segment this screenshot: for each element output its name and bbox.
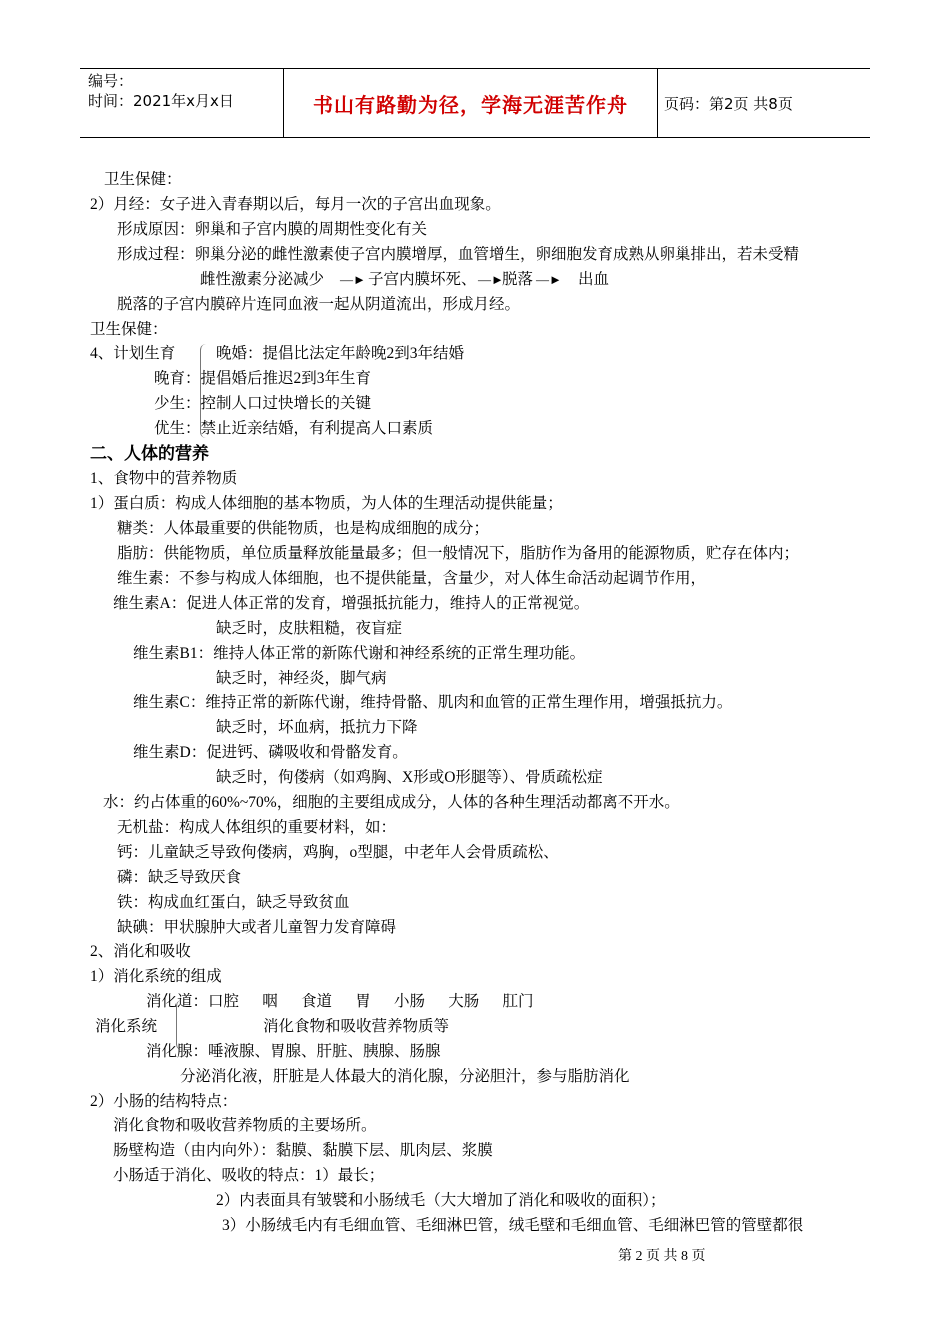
text-line: 小肠适于消化、吸收的特点：1）最长； [113,1167,385,1184]
arrow-icon: —► [340,272,366,287]
document-header [80,68,870,138]
header-motto: 书山有路勤为径，学海无涯苦作舟 [313,92,628,117]
text-line: 1、食物中的营养物质 [90,470,238,487]
text-line: 钙：儿童缺乏导致佝偻病，鸡胸，o型腿，中老年人会骨质疏松、 [117,844,559,861]
text-line: 消化食物和吸收营养物质的主要场所。 [113,1117,377,1134]
arrow-icon: —► [478,272,504,287]
text-line: 形成过程：卵巢分泌的雌性激素使子宫内膜增厚，血管增生，卵细胞发育成熟从卵巢排出，若未受精 [117,246,800,263]
text-line: 晚婚：提倡比法定年龄晚2到3年结婚 [216,345,465,362]
text-line: 2）内表面具有皱襞和小肠绒毛（大大增加了消化和吸收的面积）； [216,1192,666,1209]
section-heading: 二、人体的营养 [90,444,209,464]
text-line: 消化腺：唾液腺、胃腺、肝脏、胰腺、肠腺 [146,1043,441,1060]
header-page-info: 页码：第2页 共8页 [664,94,793,113]
text-line: 维生素A：促进人体正常的发育，增强抵抗能力，维持人的正常视觉。 [113,595,590,612]
text-line: 子宫内膜坏死、 [368,271,477,288]
header-time-label: 时间：2021年x月x日 [88,92,234,110]
text-line: 缺乏时，皮肤粗糙，夜盲症 [216,620,403,637]
text-line: 维生素B1：维持人体正常的新陈代谢和神经系统的正常生理功能。 [133,645,586,662]
text-line: 缺乏时，佝偻病（如鸡胸、X形或O形腿等）、骨质疏松症 [216,769,603,786]
text-line: 形成原因：卵巢和子宫内膜的周期性变化有关 [117,221,428,238]
text-line: 1）消化系统的组成 [90,968,222,985]
text-line: 维生素C：维持正常的新陈代谢，维持骨骼、肌肉和血管的正常生理作用，增强抵抗力。 [133,694,733,711]
text-line: 缺乏时，坏血病，抵抗力下降 [216,719,418,736]
text-line: 晚育：提倡婚后推迟2到3年生育 [154,370,372,387]
text-line: 脱落的子宫内膜碎片连同血液一起从阴道流出，形成月经。 [117,296,521,313]
text-line: 糖类：人体最重要的供能物质，也是构成细胞的成分； [117,520,490,537]
text-line: 少生：控制人口过快增长的关键 [154,395,372,412]
text-line: 脂肪：供能物质，单位质量释放能量最多；但一般情况下，脂肪作为备用的能源物质，贮存在体内； [117,545,800,562]
text-line: 缺碘：甲状腺肿大或者儿童智力发育障碍 [117,919,397,936]
text-line: 磷：缺乏导致厌食 [117,869,242,886]
text-line: 消化食物和吸收营养物质等 [263,1018,450,1035]
text-line: 卫生保健： [90,321,168,338]
text-line: 缺乏时，神经炎，脚气病 [216,670,387,687]
header-id-label: 编号： [88,72,134,90]
header-meta [80,69,284,137]
page-footer: 第 2 页 共 8 页 [618,1249,706,1264]
header-motto-cell [284,69,658,137]
text-line: 卫生保健： [104,171,182,188]
text-line: 分泌消化液，肝脏是人体最大的消化腺，分泌胆汁，参与脂肪消化 [180,1068,630,1085]
text-line: 肠壁构造（由内向外）：黏膜、黏膜下层、肌肉层、浆膜 [113,1142,493,1159]
text-line: 消化系统 [95,1018,158,1035]
text-line: 2、消化和吸收 [90,943,191,960]
arrow-icon: —► [536,272,562,287]
text-line: 3）小肠绒毛内有毛细血管、毛细淋巴管，绒毛壁和毛细血管、毛细淋巴管的管壁都很 [222,1217,804,1234]
text-line: 铁：构成血红蛋白，缺乏导致贫血 [117,894,350,911]
header-page-cell [658,69,870,137]
text-line: 出血 [578,271,610,288]
text-line: 维生素D：促进钙、磷吸收和骨骼发育。 [133,744,408,761]
text-line: 2）小肠的结构特点： [90,1093,238,1110]
text-line: 1）蛋白质：构成人体细胞的基本物质，为人体的生理活动提供能量； [90,495,563,512]
text-line: 消化道：口腔 咽 食道 胃 小肠 大肠 肛门 [146,993,534,1010]
text-line: 水：约占体重的60%~70%，细胞的主要组成成分，人体的各种生理活动都离不开水。 [103,794,680,811]
text-line: 优生：禁止近亲结婚，有利提高人口素质 [154,420,434,437]
text-line: 脱落 [502,271,534,288]
text-line: 无机盐：构成人体组织的重要材料，如： [117,819,397,836]
text-line: 4、计划生育 [90,345,176,362]
text-line: 维生素：不参与构成人体细胞，也不提供能量，含量少，对人体生命活动起调节作用， [117,570,707,587]
text-line: 2）月经：女子进入青春期以后，每月一次的子宫出血现象。 [90,196,501,213]
text-line: 雌性激素分泌减少 [200,271,325,288]
